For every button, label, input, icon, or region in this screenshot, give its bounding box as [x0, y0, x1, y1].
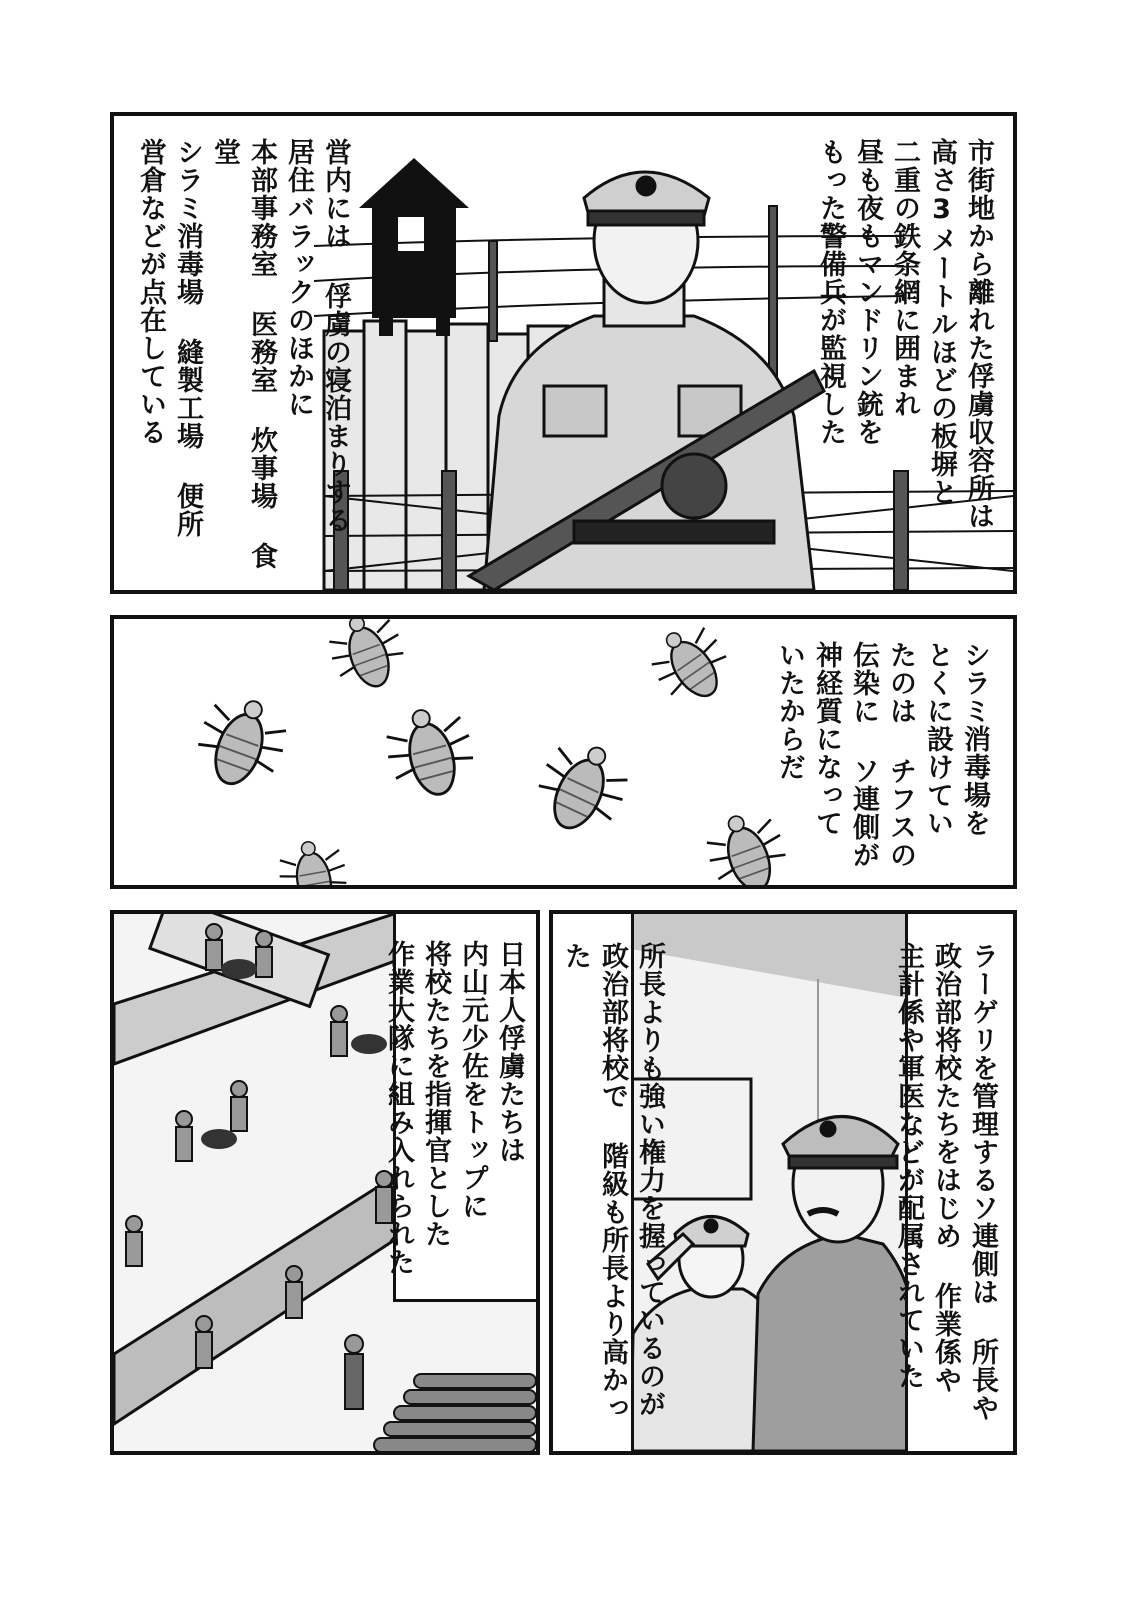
lice-text: シラミ消毒場を とくに設けてい たのは チフスの 伝染に ソ連側が 神経質になって いたからだ: [774, 641, 990, 869]
officers-text-left: 所長よりも強い権力を握っているのが 政治部将校で 階級も所長より高かった: [560, 942, 665, 1422]
louse-icon: [379, 700, 482, 805]
louse-icon: [275, 836, 352, 885]
panel-camp: [110, 112, 1017, 594]
louse-icon: [641, 619, 740, 714]
louse-icon: [526, 731, 638, 845]
louse-icon: [187, 687, 295, 797]
camp-text-right: 市街地から離れた俘虜収容所は 高さ3メートルほどの板塀と 二重の鉄条網に囲まれ 昼も夜もマンドリン銃を もった警備兵が監視した: [815, 138, 994, 530]
panel-officers: [549, 910, 1017, 1455]
officers-text-right: ラーゲリを管理するソ連側は 所長や 政治部将校たちをはじめ 作業係や 主計係や軍医などが配属されていた: [893, 942, 998, 1422]
camp-text-left: 営内には 俘虜の寝泊まりする 居住バラックのほかに 本部事務室 医務室 炊事場 食堂 シラミ消毒場 縫製工場 便所 営倉などが点在している: [135, 138, 351, 570]
panel-work-brigade: [110, 910, 540, 1455]
louse-icon: [321, 619, 412, 698]
work-text: 日本人俘虜たちは 内山元少佐をトップに 将校たちを指揮官とした 作業大隊に組み入れられた: [383, 940, 525, 1276]
panel-lice: [110, 615, 1017, 889]
